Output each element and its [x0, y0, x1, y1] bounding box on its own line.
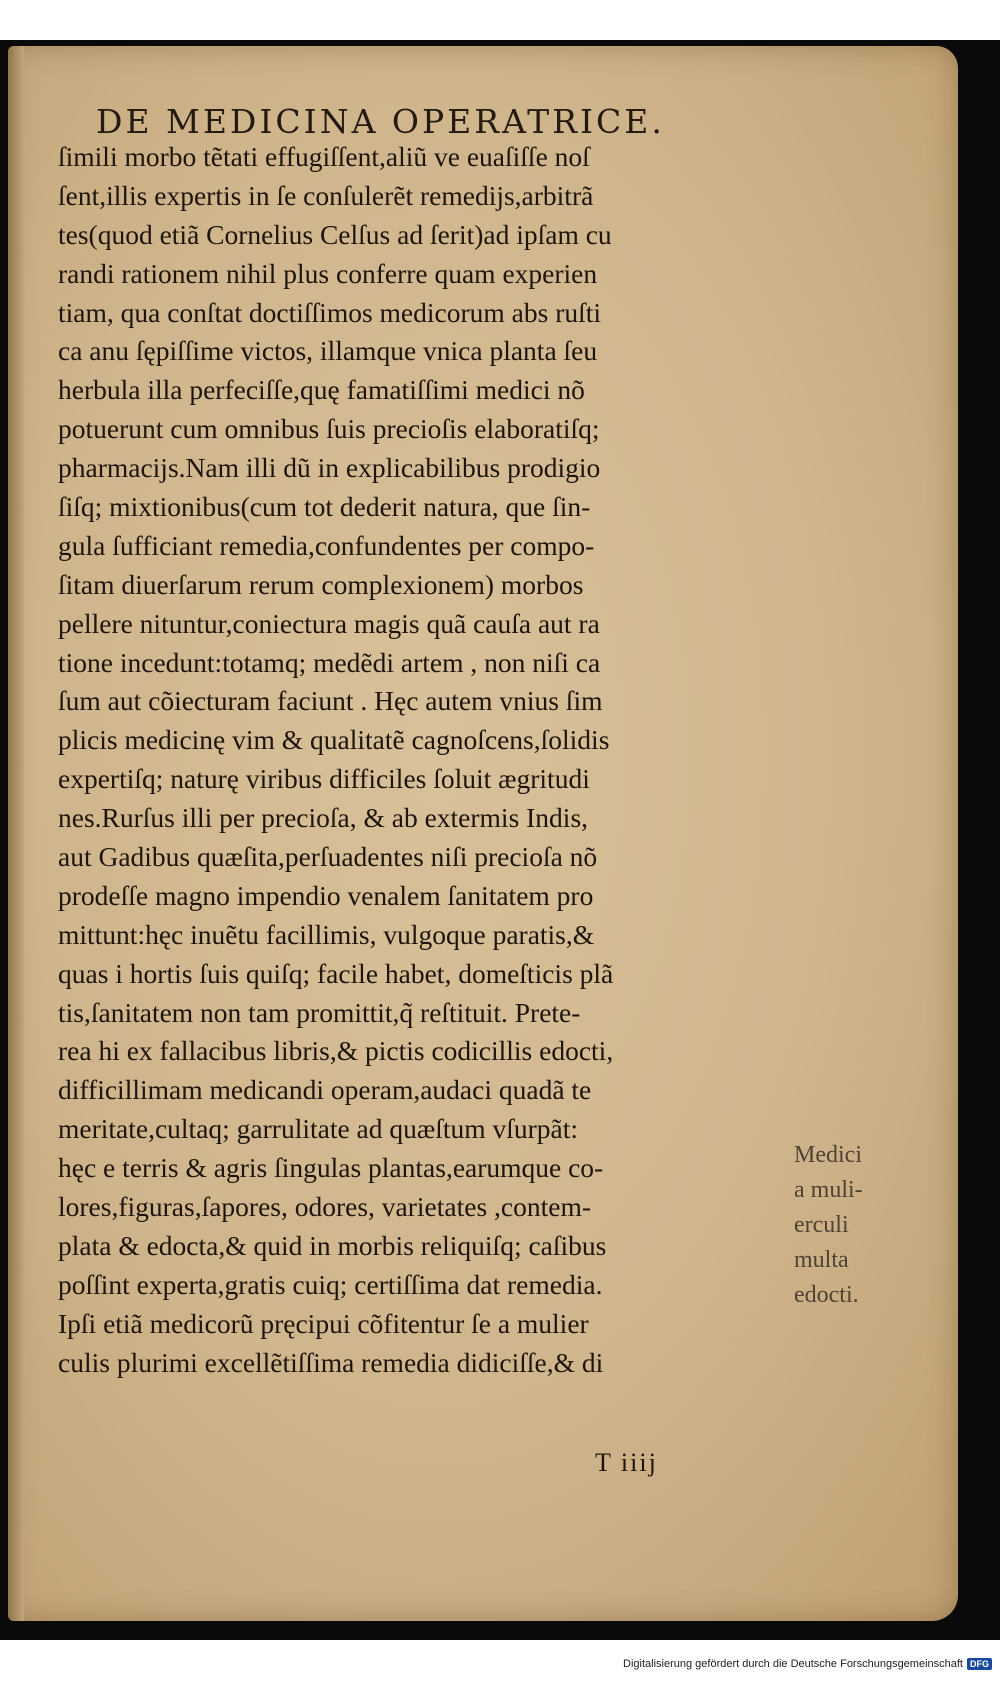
text-line: tis,ſanitatem non tam promittit,q̃ reſtituit. Prete- — [58, 996, 581, 1028]
text-line: mittunt:hęc inuẽtu facillimis, vulgoque paratis,& — [58, 918, 595, 950]
digitization-credit — [623, 1658, 992, 1670]
text-line: tiam, qua conſtat doctiſſimos medicorum abs ruſti — [58, 296, 602, 328]
text-line: ſitam diuerſarum rerum complexionem) morbos — [58, 568, 584, 600]
marginal-note-line: Medici — [794, 1142, 862, 1168]
text-line: ſiſq; mixtionibus(cum tot dederit natura, que ſin- — [58, 491, 591, 523]
page-gutter — [8, 46, 24, 1621]
text-line: randi rationem nihil plus conferre quam experien — [58, 257, 598, 289]
text-line: ca anu ſępiſſime victos, illamque vnica planta ſeu — [58, 335, 598, 367]
text-line: nes.Rurſus illi per precioſa, & ab extermis Indis, — [58, 802, 589, 834]
text-line: herbula illa perfeciſſe,quę famatiſſimi medici nõ — [58, 374, 585, 406]
text-line: Ipſi etiã medicorũ pręcipui cõfitentur ſe a mulier — [58, 1307, 589, 1339]
credit-text: Digitalisierung gefördert durch die Deutsche Forschungsgemeinschaft — [623, 1658, 963, 1670]
text-line: ſimili morbo tẽtati effugiſſent,aliũ ve euaſiſſe noſ — [58, 141, 590, 172]
marginal-note-line: multa — [794, 1247, 849, 1273]
running-head: DE MEDICINA OPERATRICE. — [96, 102, 665, 141]
signature-mark: T iiij — [595, 1448, 658, 1477]
marginal-note-line: a muli- — [794, 1177, 863, 1203]
text-line: difficillimam medicandi operam,audaci quadã te — [58, 1074, 592, 1106]
text-line: prodeſſe magno impendio venalem ſanitatem pro — [58, 879, 594, 911]
text-line: plata & edocta,& quid in morbis reliquiſq; caſibus — [58, 1229, 607, 1261]
text-line: meritate,cultaq; garrulitate ad quæſtum vſurpãt: — [58, 1113, 579, 1145]
text-line: expertiſq; naturę viribus difficiles ſoluit ægritudi — [58, 763, 590, 795]
text-line: poſſint experta,gratis cuiq; certiſſima dat remedia. — [58, 1268, 603, 1300]
text-line: ſent,illis expertis in ſe conſulerẽt remedijs,arbitrã — [58, 179, 594, 211]
text-line: tione incedunt:totamq; medẽdi artem , non niſi ca — [58, 646, 601, 678]
text-line: culis plurimi excellẽtiſſima remedia didiciſſe,& di — [58, 1346, 604, 1378]
text-line: ſum aut cõiecturam faciunt . Hęc autem vnius ſim — [58, 685, 603, 717]
text-line: pellere nituntur,coniectura magis quã cauſa aut ra — [58, 607, 600, 639]
text-line: potuerunt cum omnibus ſuis precioſis elaboratiſq; — [58, 413, 600, 445]
text-line: gula ſufficiant remedia,confundentes per compo- — [58, 529, 595, 561]
text-line: quas i hortis ſuis quiſq; facile habet, domeſticis plã — [58, 957, 614, 989]
body-text — [58, 138, 798, 1383]
marginal-note-line: erculi — [794, 1212, 849, 1238]
text-line: tes(quod etiã Cornelius Celſus ad ſerit)ad ipſam cu — [58, 218, 612, 250]
book-page — [8, 46, 958, 1621]
marginal-note — [794, 1138, 914, 1313]
marginal-note-line: edocti. — [794, 1282, 859, 1308]
text-line: pharmacijs.Nam illi dũ in explicabilibus prodigio — [58, 452, 601, 484]
text-line: hęc e terris & agris ſingulas plantas,earumque co- — [58, 1152, 604, 1184]
text-line: plicis medicinę vim & qualitatẽ cagnoſcens,ſolidis — [58, 724, 610, 756]
dfg-logo: DFG — [967, 1658, 992, 1670]
text-line: lores,figuras,ſapores, odores, varietates ,contem- — [58, 1191, 592, 1223]
text-line: aut Gadibus quæſita,perſuadentes niſi precioſa nõ — [58, 841, 598, 873]
text-line: rea hi ex fallacibus libris,& pictis codicillis edocti, — [58, 1035, 614, 1067]
